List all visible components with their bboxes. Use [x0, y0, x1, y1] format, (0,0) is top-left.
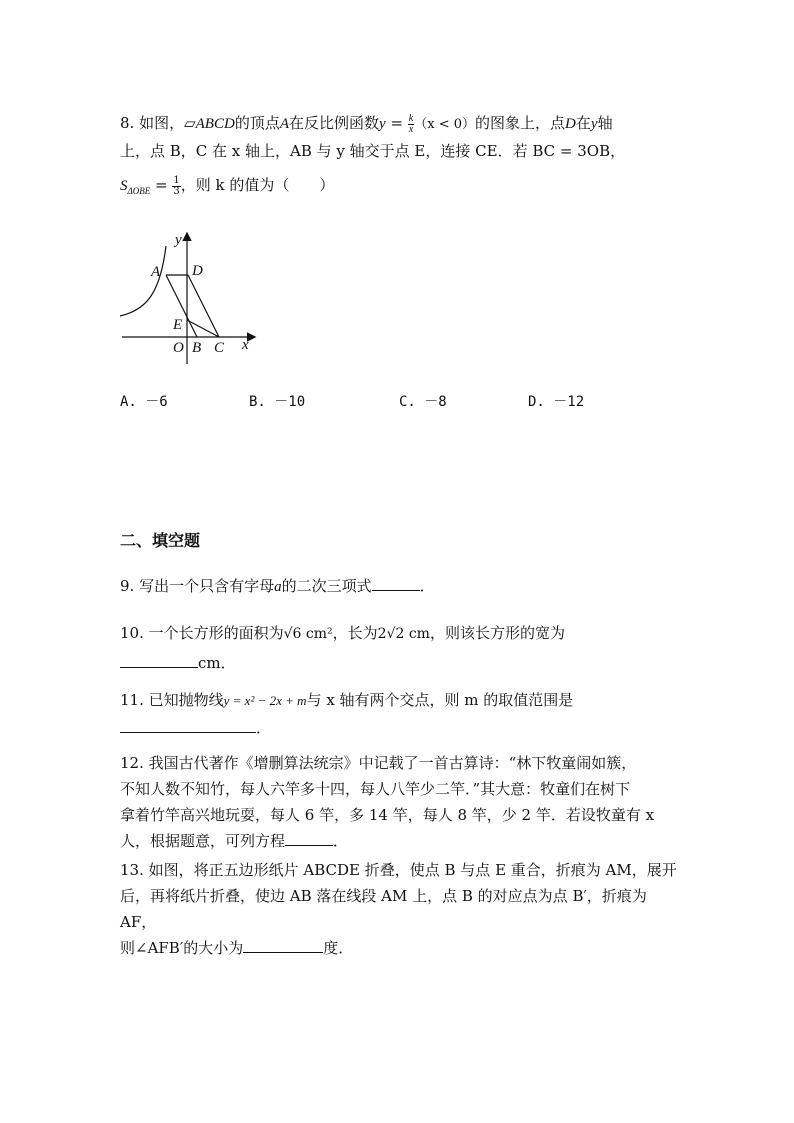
q9-text-a: 9. 写出一个只含有字母: [120, 577, 275, 595]
q9-answer-blank[interactable]: [372, 576, 420, 591]
q8-text-c: 的顶点: [234, 114, 280, 132]
label-c: C: [214, 340, 225, 356]
q8-line2: 上，点 B，C 在 x 轴上，AB 与 y 轴交于点 E，连接 CE．若 BC = 3OB，: [120, 142, 626, 160]
label-e: E: [173, 317, 183, 333]
frac-num: k: [408, 112, 414, 124]
q8-option-a[interactable]: A. －6: [120, 394, 168, 410]
q10-line2: [120, 652, 236, 674]
area-num: 1: [173, 174, 180, 186]
q11-text-b: 与 x 轴有两个交点，则 m 的取值范围是: [306, 691, 574, 709]
q13-line-1: 13. 如图，将正五边形纸片 ABCDE 折叠，使点 B 与点 E 重合，折痕为 AM，展开: [120, 861, 677, 879]
q8-line3: [120, 174, 334, 202]
parallelogram-symbol: ▱: [184, 114, 196, 132]
q10-text-c: ，则该长方形的宽为: [429, 624, 565, 642]
q9-text-b: 的二次三项式: [281, 577, 372, 595]
q8-text-e: 在反比例函数: [289, 114, 380, 132]
q13-answer-blank[interactable]: [243, 938, 323, 953]
func-y: y: [379, 116, 386, 132]
q8-option-c[interactable]: C. －8: [399, 394, 447, 410]
area-eq: =: [150, 176, 173, 194]
q13: [120, 857, 680, 961]
q8-abcd: ABCD: [195, 116, 235, 132]
q10-answer-blank[interactable]: [120, 653, 198, 668]
func-condition: （x < 0）: [414, 117, 476, 132]
q8-prefix: 8. 如图，: [120, 114, 185, 132]
q9: [120, 575, 435, 598]
q8-y: y: [590, 116, 598, 132]
label-d: D: [192, 263, 203, 279]
q11-line2: [120, 717, 271, 739]
q11-formula: y = x² − 2x + m: [223, 693, 307, 708]
q12-line-2: 不知人数不知竹，每人六竿多十四，每人八竿少二竿．”其大意：牧童们在树下: [120, 780, 631, 798]
q13-line-3-text: 则∠AFB′的大小为: [120, 939, 244, 957]
q8-text-h: 在: [575, 114, 591, 132]
area-s: S: [120, 178, 128, 194]
q9-var: a: [274, 579, 282, 595]
q8-line1: [120, 112, 613, 136]
label-x: x: [242, 337, 249, 353]
area-fraction: [172, 176, 180, 197]
area-den: 3: [173, 185, 180, 197]
q8-point-d: D: [565, 116, 576, 132]
q10-text-a: 10. 一个长方形的面积为: [120, 624, 284, 642]
q12-line-1: 12. 我国古代著作《增删算法统宗》中记载了一首古算诗：“林下牧童闹如簇，: [120, 754, 637, 772]
q10-length: 2√2 cm: [377, 626, 430, 642]
area-sub: ΔOBE: [127, 186, 151, 196]
q9-text-c: ．: [419, 577, 435, 595]
q13-line-3: [120, 935, 680, 961]
q8-point-a: A: [279, 116, 289, 132]
section-title: 二、填空题: [120, 531, 201, 550]
q12: [120, 750, 680, 854]
label-o: O: [173, 340, 184, 356]
q11-text-a: 11. 已知抛物线: [120, 691, 224, 709]
q8-text-f: 的图象上，点: [475, 114, 566, 132]
q8-option-b[interactable]: B. －10: [249, 394, 306, 410]
hyperbola-curve: [120, 246, 166, 316]
q11-tail: ．: [256, 719, 272, 737]
q12-line-4-text: 人，根据题意，可列方程: [120, 832, 286, 850]
q11-line1: [120, 689, 573, 712]
q8-tail: ，则 k 的值为（ ）: [180, 176, 335, 194]
q10-unit: cm．: [198, 654, 236, 672]
q10-area: √6 cm²: [283, 626, 333, 642]
func-eq: =: [385, 114, 408, 132]
label-y: y: [175, 232, 182, 248]
label-a: A: [151, 264, 161, 280]
q8-figure: [118, 228, 258, 368]
q10-text-b: ，长为: [332, 624, 378, 642]
q12-line-4: [120, 828, 680, 854]
q13-tail: 度．: [323, 939, 354, 957]
q8-text-j: 轴: [597, 114, 613, 132]
q12-answer-blank[interactable]: [285, 831, 333, 846]
frac-den: x: [408, 123, 414, 135]
q12-line-3: 拿着竹竿高兴地玩耍，每人 6 竿，多 14 竿，每人 8 竿，少 2 竿．若设牧童有 x: [120, 806, 655, 824]
q11-answer-blank[interactable]: [120, 718, 256, 733]
q12-tail: ．: [333, 832, 349, 850]
label-b: B: [192, 340, 202, 356]
q8-option-d[interactable]: D. －12: [528, 394, 585, 410]
q13-line-2: 后，再将纸片折叠，使边 AB 落在线段 AM 上，点 B 的对应点为点 B′，折痕为 AF，: [120, 887, 647, 931]
q10-line1: [120, 622, 565, 645]
